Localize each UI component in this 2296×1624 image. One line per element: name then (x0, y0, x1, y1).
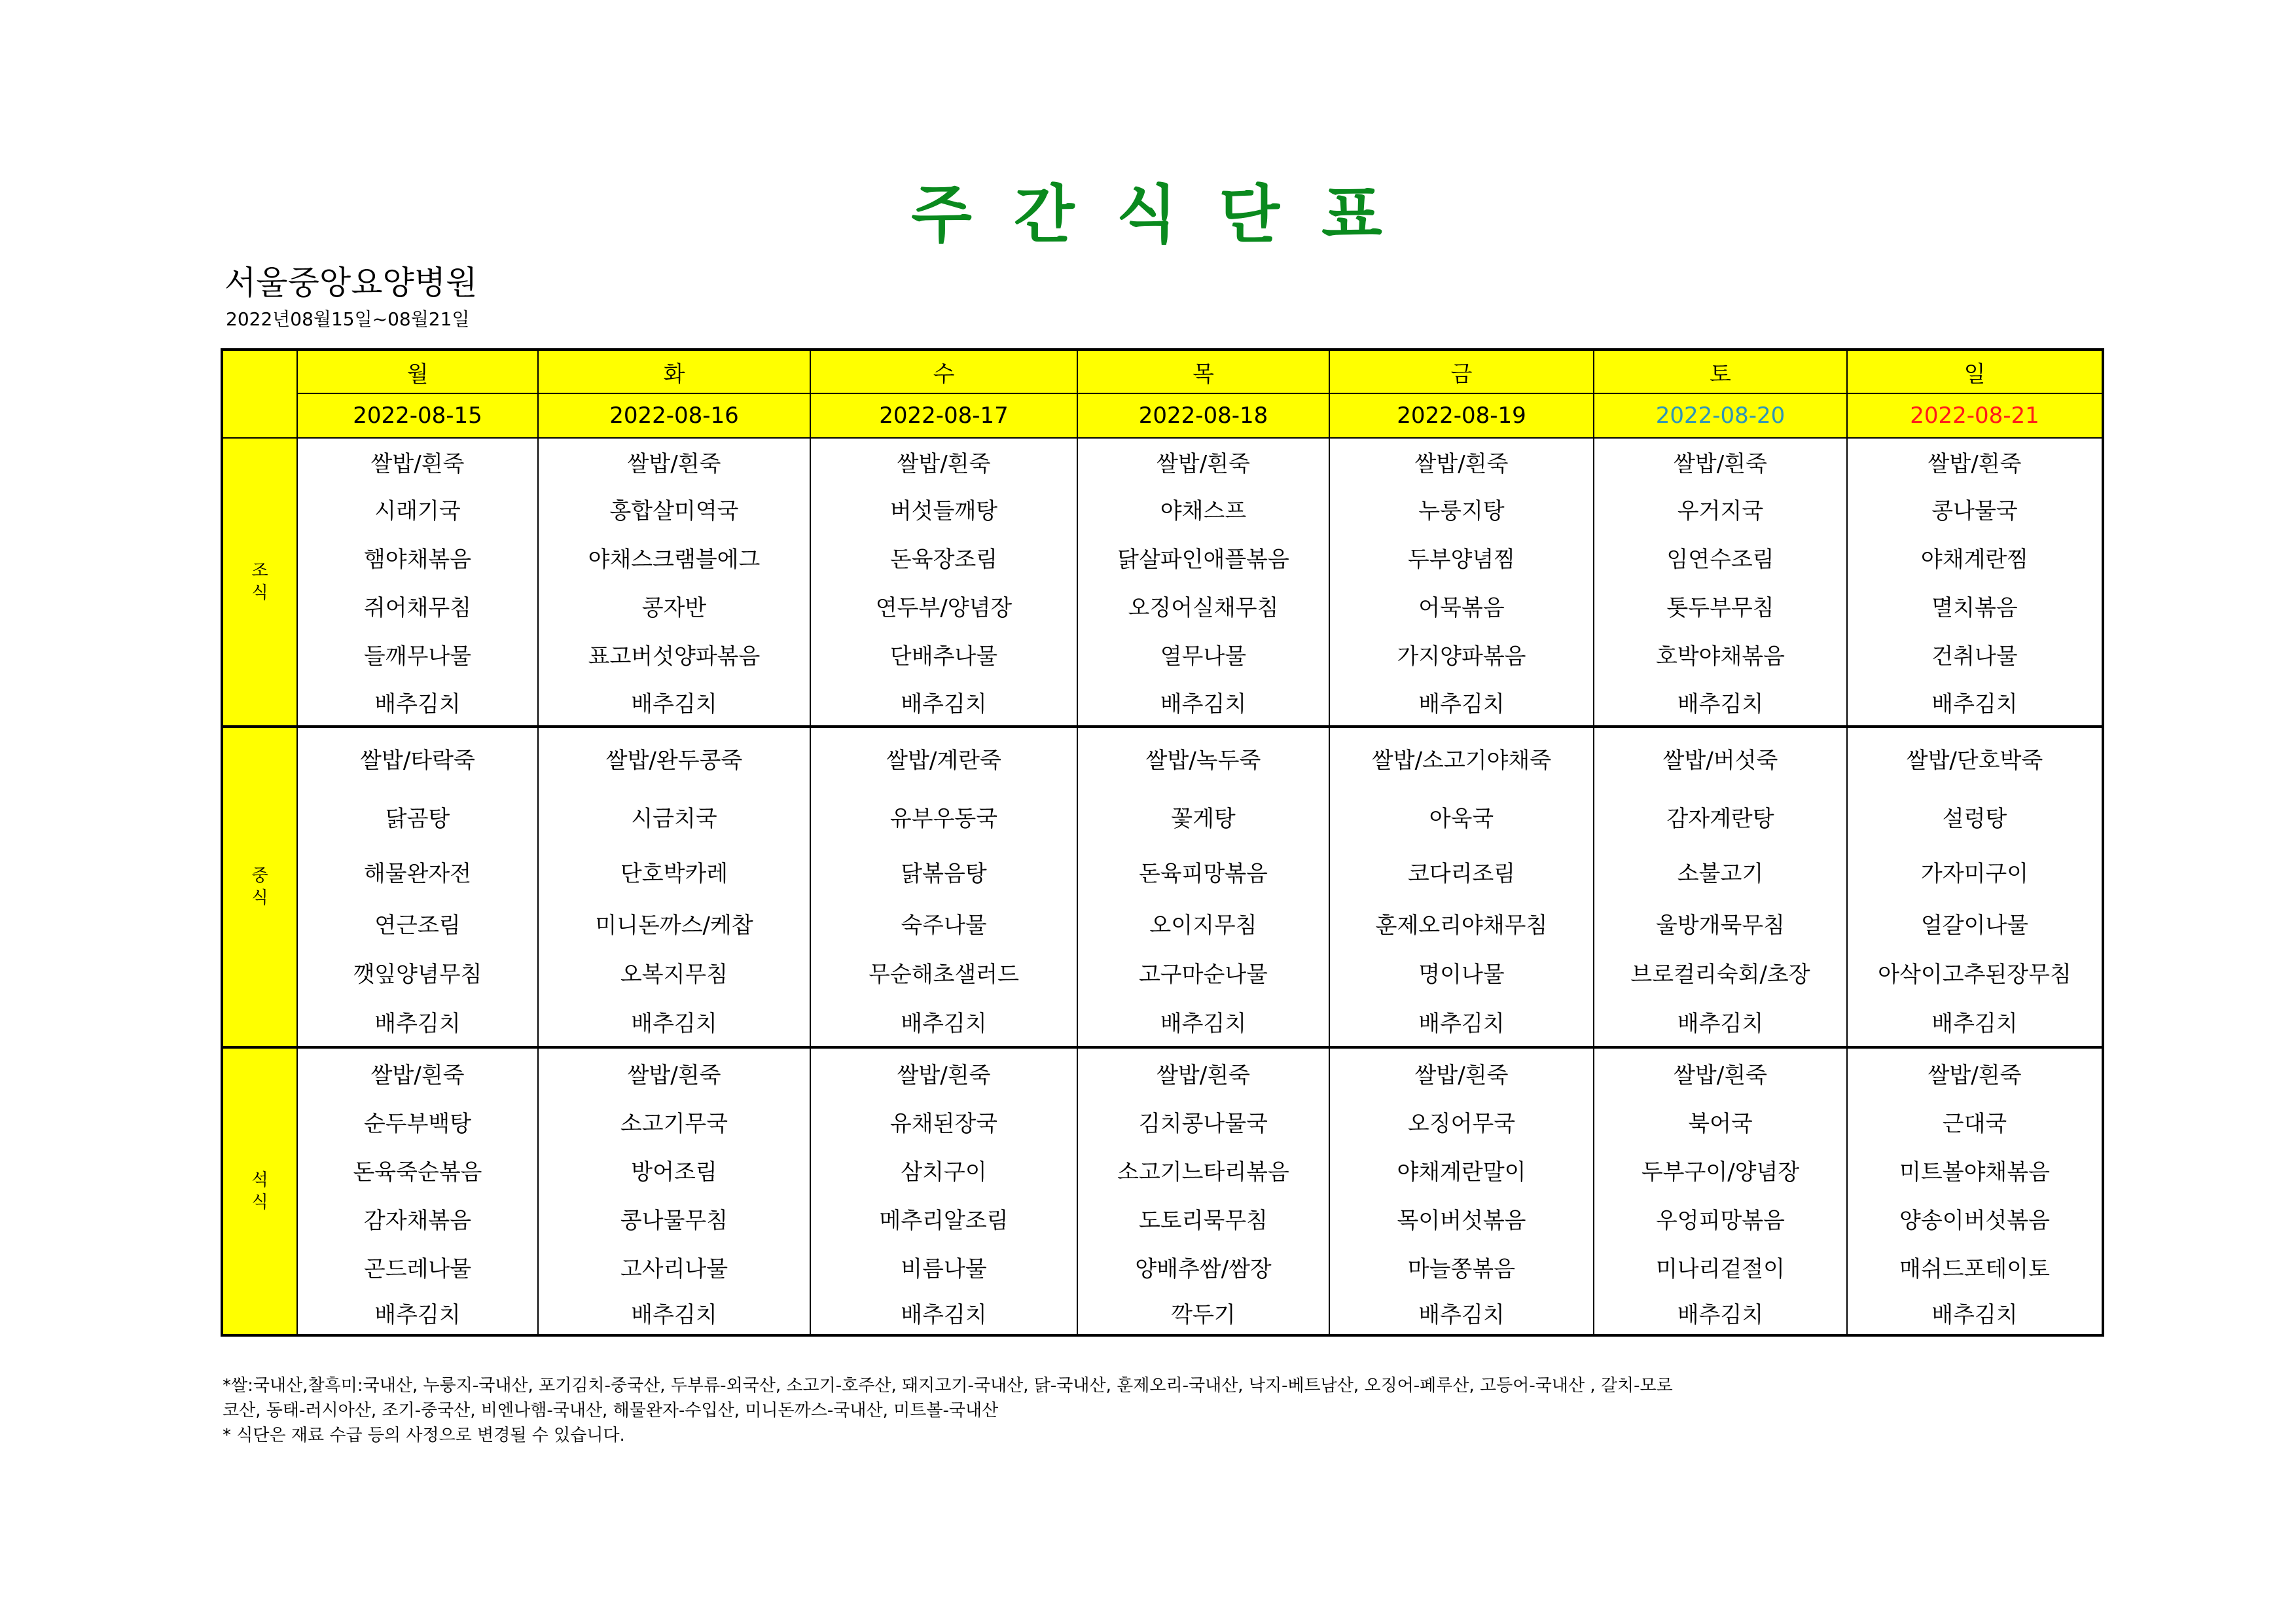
menu-item: 울방개묵무침 (1655, 912, 1785, 939)
origin-note-line: 코산, 동태-러시아산, 조기-중국산, 비엔나햄-국내산, 해물완자-수입산, 미니돈까스-국내산, 미트볼-국내산 (223, 1401, 999, 1420)
menu-item: 꽃게탕 (1171, 805, 1236, 832)
menu-item: 누룽지탕 (1418, 497, 1505, 524)
header-corner (222, 350, 297, 438)
menu-item: 야채계란말이 (1397, 1159, 1526, 1185)
menu-item: 멸치볶음 (1931, 594, 2018, 621)
meal-label-char: 석 (251, 1170, 268, 1190)
menu-item: 깻잎양념무침 (353, 961, 482, 988)
menu-item: 배추김치 (374, 1301, 461, 1328)
menu-item: 배추김치 (901, 691, 987, 717)
menu-item: 감자계란탕 (1666, 805, 1774, 832)
menu-item: 양송이버섯볶음 (1899, 1207, 2050, 1234)
menu-item: 배추김치 (631, 1010, 717, 1037)
menu-item: 배추김치 (901, 1301, 987, 1328)
menu-item: 톳두부무침 (1666, 594, 1774, 621)
hospital-name: 서울중앙요양병원 (224, 264, 478, 302)
menu-item: 쌀밥/흰죽 (370, 1062, 465, 1089)
menu-item: 건취나물 (1931, 643, 2018, 670)
menu-item: 쌀밥/흰죽 (1928, 1062, 2022, 1089)
menu-item: 배추김치 (1931, 1010, 2018, 1037)
menu-item: 북어국 (1688, 1110, 1753, 1137)
date-header: 2022-08-20 (1594, 393, 1847, 438)
menu-item: 쌀밥/흰죽 (1674, 1062, 1767, 1089)
menu-cell (538, 1047, 810, 1335)
menu-item: 유채된장국 (889, 1110, 998, 1137)
weekly-menu-table (221, 348, 2104, 1337)
menu-cell (538, 727, 810, 1047)
menu-item: 쌀밥/단호박죽 (1906, 747, 2043, 774)
menu-item: 아욱국 (1429, 805, 1494, 832)
menu-item: 콩나물무침 (620, 1207, 728, 1234)
meal-label-char: 조 (251, 561, 268, 581)
menu-item: 오이지무침 (1149, 912, 1257, 939)
menu-item: 돈육죽순볶음 (353, 1159, 482, 1185)
menu-item: 고사리나물 (620, 1255, 728, 1282)
meal-label-char: 식 (251, 1193, 268, 1212)
menu-cell (1077, 727, 1329, 1047)
menu-item: 오징어무국 (1407, 1110, 1516, 1137)
menu-item: 배추김치 (1418, 1301, 1505, 1328)
menu-item: 쌀밥/흰죽 (1157, 450, 1250, 477)
menu-item: 단배추나물 (889, 643, 998, 670)
menu-item: 배추김치 (1160, 1010, 1247, 1037)
menu-cell (1594, 438, 1847, 727)
menu-item: 야채스프 (1160, 497, 1247, 524)
date-header: 2022-08-19 (1329, 393, 1594, 438)
menu-item: 삼치구이 (901, 1159, 987, 1185)
menu-item: 아삭이고추된장무침 (1878, 961, 2072, 988)
menu-item: 어묵볶음 (1418, 594, 1505, 621)
menu-cell (810, 727, 1077, 1047)
menu-item: 배추김치 (1418, 1010, 1505, 1037)
meal-label-char: 식 (251, 583, 268, 603)
date-header: 2022-08-16 (538, 393, 810, 438)
menu-cell (1077, 438, 1329, 727)
menu-cell (297, 1047, 538, 1335)
menu-item: 콩자반 (641, 594, 707, 621)
menu-item: 마늘쫑볶음 (1407, 1255, 1516, 1282)
menu-cell (810, 1047, 1077, 1335)
menu-item: 쌀밥/흰죽 (1414, 450, 1509, 477)
menu-item: 쌀밥/흰죽 (897, 1062, 991, 1089)
menu-item: 쌀밥/흰죽 (897, 450, 991, 477)
menu-item: 해물완자전 (363, 860, 472, 887)
menu-item: 쌀밥/흰죽 (370, 450, 465, 477)
menu-item: 양배추쌈/쌈장 (1135, 1255, 1272, 1282)
menu-item: 배추김치 (1160, 691, 1247, 717)
menu-item: 단호박카레 (620, 860, 728, 887)
menu-item: 무순해초샐러드 (869, 961, 1019, 988)
menu-item: 배추김치 (631, 1301, 717, 1328)
menu-cell (1329, 1047, 1594, 1335)
menu-cell (1594, 727, 1847, 1047)
disclaimer-note: * 식단은 재료 수급 등의 사정으로 변경될 수 있습니다. (223, 1426, 625, 1445)
menu-cell (1594, 1047, 1847, 1335)
weekday-header: 월 (297, 350, 538, 393)
menu-item: 햄야채볶음 (363, 546, 472, 573)
menu-item: 감자채볶음 (363, 1207, 472, 1234)
origin-note-line: *쌀:국내산,찰흑미:국내산, 누룽지-국내산, 포기김치-중국산, 두부류-외국산, 소고기-호주산, 돼지고기-국내산, 닭-국내산, 훈제오리-국내산, 낙지-베트남산, 오징어-페루산, 고등어-국내산 , 갈치-모로 (223, 1376, 1673, 1396)
menu-item: 닭살파인애플볶음 (1117, 546, 1289, 573)
menu-item: 쌀밥/타락죽 (360, 747, 475, 774)
menu-item: 호박야채볶음 (1655, 643, 1785, 670)
menu-item: 쌀밥/계란죽 (886, 747, 1001, 774)
menu-item: 배추김치 (631, 691, 717, 717)
menu-cell (810, 438, 1077, 727)
menu-item: 미트볼야채볶음 (1899, 1159, 2050, 1185)
menu-item: 쌀밥/흰죽 (1414, 1062, 1509, 1089)
meal-block (222, 438, 2103, 727)
menu-item: 배추김치 (1677, 1301, 1764, 1328)
menu-item: 쌀밥/녹두죽 (1145, 747, 1261, 774)
menu-item: 우거지국 (1677, 497, 1764, 524)
menu-item: 곤드레나물 (363, 1255, 472, 1282)
menu-item: 배추김치 (901, 1010, 987, 1037)
menu-item: 시금치국 (631, 805, 717, 832)
menu-item: 오징어실채무침 (1128, 594, 1279, 621)
menu-item: 연두부/양념장 (875, 594, 1013, 621)
menu-item: 명이나물 (1418, 961, 1505, 988)
date-header: 2022-08-17 (810, 393, 1077, 438)
menu-item: 연근조림 (374, 912, 461, 939)
meal-label (222, 727, 297, 1047)
menu-cell (1077, 1047, 1329, 1335)
menu-item: 돈육장조림 (889, 546, 998, 573)
meal-block (222, 1047, 2103, 1335)
menu-item: 배추김치 (1677, 1010, 1764, 1037)
weekday-header: 금 (1329, 350, 1594, 393)
menu-cell (297, 438, 538, 727)
menu-item: 쌀밥/흰죽 (1928, 450, 2022, 477)
weekday-header: 목 (1077, 350, 1329, 393)
menu-item: 고구마순나물 (1138, 961, 1268, 988)
menu-item: 배추김치 (1418, 691, 1505, 717)
weekday-header: 화 (538, 350, 810, 393)
origin-notes (223, 1373, 2108, 1448)
menu-cell (538, 438, 810, 727)
title-char: 단 (1219, 178, 1283, 251)
menu-item: 배추김치 (1677, 691, 1764, 717)
menu-item: 설렁탕 (1942, 805, 2007, 832)
menu-item: 가자미구이 (1920, 860, 2029, 887)
menu-item: 매쉬드포테이토 (1899, 1255, 2050, 1282)
menu-item: 쌀밥/흰죽 (627, 450, 721, 477)
weekday-header: 토 (1594, 350, 1847, 393)
menu-item: 쌀밥/완두콩죽 (605, 747, 743, 774)
title-char: 주 (911, 178, 975, 251)
weekday-row (222, 350, 2103, 393)
menu-item: 방어조림 (631, 1159, 717, 1185)
menu-item: 도토리묵무침 (1138, 1207, 1268, 1234)
menu-item: 미나리겉절이 (1655, 1255, 1785, 1282)
menu-item: 미니돈까스/케찹 (595, 912, 753, 939)
meal-label-char: 식 (251, 888, 268, 908)
menu-item: 쌀밥/소고기야채죽 (1371, 747, 1552, 774)
menu-item: 코다리조림 (1407, 860, 1516, 887)
meal-label (222, 1047, 297, 1335)
page-title (0, 175, 2296, 254)
menu-item: 훈제오리야채무침 (1375, 912, 1548, 939)
menu-item: 시래기국 (374, 497, 461, 524)
menu-item: 표고버섯양파볶음 (588, 643, 761, 670)
menu-item: 닭곰탕 (385, 805, 450, 832)
menu-item: 우엉피망볶음 (1655, 1207, 1785, 1234)
menu-cell (1847, 727, 2103, 1047)
menu-item: 목이버섯볶음 (1397, 1207, 1526, 1234)
menu-item: 유부우동국 (889, 805, 998, 832)
menu-item: 들깨무나물 (363, 643, 472, 670)
menu-item: 돈육피망볶음 (1138, 860, 1268, 887)
menu-item: 쌀밥/흰죽 (1157, 1062, 1250, 1089)
menu-item: 쌀밥/버섯죽 (1662, 747, 1778, 774)
menu-item: 홍합살미역국 (609, 497, 739, 524)
weekday-header: 수 (810, 350, 1077, 393)
menu-item: 순두부백탕 (363, 1110, 472, 1137)
menu-item: 김치콩나물국 (1138, 1110, 1268, 1137)
menu-item: 배추김치 (374, 1010, 461, 1037)
date-row (222, 393, 2103, 438)
meal-label-char: 중 (251, 866, 268, 886)
menu-item: 닭볶음탕 (901, 860, 987, 887)
menu-item: 소고기무국 (620, 1110, 728, 1137)
menu-item: 브로컬리숙회/초장 (1630, 961, 1810, 988)
title-char: 식 (1116, 178, 1180, 251)
menu-item: 배추김치 (374, 691, 461, 717)
menu-period: 2022년08월15일~08월21일 (226, 308, 470, 330)
meal-block (222, 727, 2103, 1047)
menu-item: 임연수조림 (1666, 546, 1774, 573)
menu-item: 버섯들깨탕 (889, 497, 998, 524)
menu-cell (1329, 438, 1594, 727)
date-header: 2022-08-21 (1847, 393, 2103, 438)
menu-item: 오복지무침 (620, 961, 728, 988)
menu-item: 가지양파볶음 (1397, 643, 1526, 670)
title-char: 표 (1321, 178, 1385, 251)
menu-cell (1847, 438, 2103, 727)
menu-item: 메추리알조림 (879, 1207, 1009, 1234)
menu-item: 비름나물 (901, 1255, 987, 1282)
menu-cell (1847, 1047, 2103, 1335)
menu-item: 쥐어채무침 (363, 594, 472, 621)
weekday-header: 일 (1847, 350, 2103, 393)
menu-item: 깍두기 (1171, 1301, 1236, 1328)
menu-item: 두부양념찜 (1407, 546, 1516, 573)
menu-item: 쌀밥/흰죽 (1674, 450, 1767, 477)
meal-label (222, 438, 297, 727)
menu-cell (297, 727, 538, 1047)
menu-item: 열무나물 (1160, 643, 1247, 670)
date-header: 2022-08-15 (297, 393, 538, 438)
menu-item: 얼갈이나물 (1920, 912, 2029, 939)
menu-cell (1329, 727, 1594, 1047)
menu-item: 두부구이/양념장 (1641, 1159, 1800, 1185)
menu-item: 배추김치 (1931, 1301, 2018, 1328)
date-header: 2022-08-18 (1077, 393, 1329, 438)
menu-item: 근대국 (1942, 1110, 2007, 1137)
menu-item: 야채스크램블에그 (588, 546, 761, 573)
menu-item: 숙주나물 (901, 912, 987, 939)
menu-item: 콩나물국 (1931, 497, 2018, 524)
menu-item: 배추김치 (1931, 691, 2018, 717)
title-char: 간 (1013, 178, 1077, 251)
menu-item: 야채계란찜 (1920, 546, 2029, 573)
meal-body (222, 438, 2103, 1335)
menu-item: 소고기느타리볶음 (1117, 1159, 1289, 1185)
menu-item: 소불고기 (1677, 860, 1764, 887)
menu-item: 쌀밥/흰죽 (627, 1062, 721, 1089)
